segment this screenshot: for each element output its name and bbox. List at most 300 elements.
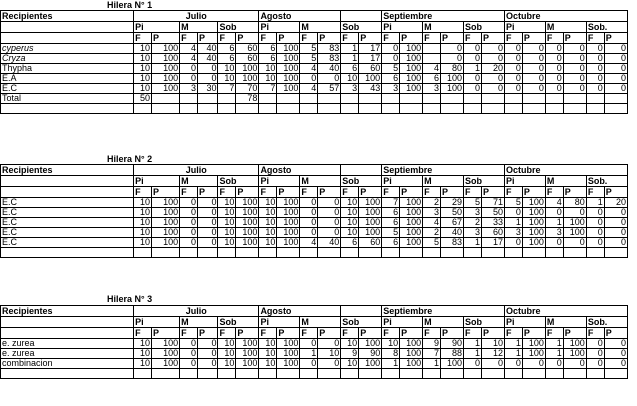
table-cell: 0: [318, 359, 341, 369]
table-cell: 0: [481, 44, 504, 54]
table-cell: 100: [522, 349, 545, 359]
header-row-months: [1, 306, 628, 317]
table-cell: 3: [464, 208, 482, 218]
table-cell: 10: [134, 198, 152, 208]
table-cell: 0: [504, 208, 522, 218]
table-cell: 70: [236, 84, 259, 94]
table-cell: 100: [522, 198, 545, 208]
fp-header: F: [259, 187, 277, 198]
table-cell: 10: [218, 339, 236, 349]
blank-cell: [180, 369, 198, 379]
table-cell: 0: [604, 359, 627, 369]
blank-cell: [359, 104, 382, 114]
table-cell: 10: [134, 84, 152, 94]
table-cell: 10: [218, 238, 236, 248]
table-cell: 0: [563, 54, 586, 64]
table-cell: 0: [604, 84, 627, 94]
blank-cell: [1, 328, 134, 339]
blank-cell: [318, 248, 341, 258]
fp-header: F: [464, 187, 482, 198]
table-cell: 0: [586, 208, 604, 218]
table-cell: 100: [522, 238, 545, 248]
table-cell: 3: [382, 84, 400, 94]
month-header: Septiembre: [382, 11, 505, 22]
table-cell: 0: [318, 74, 341, 84]
fp-header: P: [277, 328, 300, 339]
table-cell: 100: [277, 54, 300, 64]
table-cell: 3: [504, 228, 522, 238]
table-cell: 1: [423, 359, 441, 369]
group-header: M: [545, 317, 586, 328]
table-cell: 1: [504, 339, 522, 349]
table-cell: 0: [180, 359, 198, 369]
table-cell: 100: [277, 339, 300, 349]
table-cell: 100: [563, 228, 586, 238]
table-cell: 0: [604, 228, 627, 238]
table-cell: 5: [504, 198, 522, 208]
blank-cell: [522, 104, 545, 114]
table-cell: 3: [423, 208, 441, 218]
table-cell: 0: [318, 208, 341, 218]
blank-cell: [400, 369, 423, 379]
table-cell: 10: [218, 198, 236, 208]
blank-cell: [604, 104, 627, 114]
group-header: Sob: [341, 176, 382, 187]
group-header: Sob: [341, 22, 382, 33]
table-cell: 1: [464, 64, 482, 74]
table-cell: 100: [151, 74, 179, 84]
blank-cell: [198, 369, 218, 379]
table-cell: 100: [236, 208, 259, 218]
fp-header: F: [382, 187, 400, 198]
group-header: Pi: [382, 22, 423, 33]
data-table: [0, 305, 628, 379]
group-header: M: [300, 22, 341, 33]
blank-row: [1, 369, 628, 379]
table-cell: 0: [522, 64, 545, 74]
table-cell: 4: [300, 238, 318, 248]
table-cell: 40: [318, 64, 341, 74]
table-cell: 0: [180, 208, 198, 218]
blank-row: [1, 104, 628, 114]
row-label: Thypha: [1, 64, 134, 74]
blank-cell: [236, 369, 259, 379]
table-cell: 0: [522, 54, 545, 64]
table-cell: 40: [318, 238, 341, 248]
blank-cell: [134, 369, 152, 379]
fp-header: F: [341, 328, 359, 339]
table-cell: 10: [134, 44, 152, 54]
group-header: Pi: [134, 176, 180, 187]
blank-cell: [522, 369, 545, 379]
section-title: Hilera N° 2: [107, 154, 153, 164]
table-cell: 0: [300, 208, 318, 218]
fp-header: F: [300, 187, 318, 198]
table-cell: 50: [481, 208, 504, 218]
table-cell: 12: [481, 349, 504, 359]
table-cell: 10: [259, 218, 277, 228]
table-cell: 0: [545, 54, 563, 64]
blank-cell: [359, 248, 382, 258]
table-cell: 6: [341, 64, 359, 74]
fp-header: P: [198, 328, 218, 339]
table-cell: 3: [180, 84, 198, 94]
table-cell: 100: [441, 359, 464, 369]
table-cell: 40: [198, 54, 218, 64]
table-cell: 50: [134, 94, 152, 104]
table-cell: [318, 94, 341, 104]
table-cell: 90: [441, 339, 464, 349]
table-cell: 10: [259, 349, 277, 359]
fp-header: P: [236, 187, 259, 198]
table-cell: 100: [400, 238, 423, 248]
table-cell: 4: [300, 64, 318, 74]
table-cell: 3: [464, 228, 482, 238]
group-header: Sob: [464, 317, 505, 328]
table-cell: 90: [359, 349, 382, 359]
blank-cell: [1, 176, 134, 187]
header-row-groups: [1, 317, 628, 328]
blank-cell: [318, 104, 341, 114]
table-cell: 0: [180, 74, 198, 84]
month-header: [341, 165, 382, 176]
table-row: [1, 359, 628, 369]
table-cell: [300, 94, 318, 104]
table-cell: 78: [236, 94, 259, 104]
table-cell: 5: [423, 238, 441, 248]
month-header: Agosto: [259, 165, 341, 176]
blank-cell: [563, 248, 586, 258]
table-cell: 0: [586, 84, 604, 94]
table-cell: 0: [522, 44, 545, 54]
table-cell: 0: [464, 359, 482, 369]
table-cell: 100: [277, 64, 300, 74]
fp-header: F: [134, 187, 152, 198]
row-label: Cryza: [1, 54, 134, 64]
table-cell: 10: [134, 359, 152, 369]
month-header: [341, 306, 382, 317]
table-cell: 0: [464, 44, 482, 54]
table-cell: 0: [586, 238, 604, 248]
table-cell: 0: [604, 208, 627, 218]
blank-cell: [198, 248, 218, 258]
table-cell: 1: [545, 349, 563, 359]
month-header: Julio: [134, 306, 259, 317]
table-cell: 4: [545, 198, 563, 208]
table-cell: 0: [318, 218, 341, 228]
hilera-table-block: [0, 164, 628, 258]
table-cell: 100: [151, 64, 179, 74]
fp-header: P: [198, 187, 218, 198]
table-cell: 0: [604, 238, 627, 248]
table-cell: 0: [198, 198, 218, 208]
table-row: [1, 198, 628, 208]
table-cell: [400, 94, 423, 104]
table-cell: 0: [504, 359, 522, 369]
blank-cell: [236, 248, 259, 258]
table-cell: 0: [300, 218, 318, 228]
table-cell: 0: [464, 84, 482, 94]
table-cell: 7: [423, 349, 441, 359]
blank-cell: [151, 248, 179, 258]
table-cell: 100: [277, 359, 300, 369]
table-cell: 7: [382, 198, 400, 208]
table-cell: 100: [359, 208, 382, 218]
fp-header: F: [586, 33, 604, 44]
table-cell: [441, 94, 464, 104]
table-cell: 0: [198, 64, 218, 74]
recipientes-header: Recipientes: [1, 165, 134, 176]
blank-cell: [1, 317, 134, 328]
table-cell: 0: [318, 339, 341, 349]
table-cell: 10: [134, 64, 152, 74]
table-cell: 0: [604, 64, 627, 74]
fp-header: P: [236, 33, 259, 44]
blank-cell: [318, 369, 341, 379]
header-row-groups: [1, 176, 628, 187]
table-cell: 10: [341, 198, 359, 208]
blank-cell: [341, 104, 359, 114]
group-header: Pi: [259, 22, 300, 33]
table-cell: 0: [604, 339, 627, 349]
blank-cell: [464, 104, 482, 114]
table-cell: 83: [441, 238, 464, 248]
fp-header: F: [504, 33, 522, 44]
fp-header: F: [218, 33, 236, 44]
group-header: M: [423, 176, 464, 187]
table-cell: 0: [545, 208, 563, 218]
fp-header: F: [341, 187, 359, 198]
table-cell: 100: [359, 359, 382, 369]
blank-cell: [423, 248, 441, 258]
table-cell: 0: [198, 349, 218, 359]
table-cell: 5: [382, 64, 400, 74]
table-cell: 100: [400, 74, 423, 84]
table-cell: 6: [423, 74, 441, 84]
recipientes-header: Recipientes: [1, 306, 134, 317]
table-cell: 0: [586, 339, 604, 349]
table-cell: 0: [441, 44, 464, 54]
fp-header: F: [545, 187, 563, 198]
row-label: e. zurea: [1, 349, 134, 359]
table-cell: 100: [359, 228, 382, 238]
group-header: Pi: [259, 176, 300, 187]
row-label: e. zurea: [1, 339, 134, 349]
table-cell: 100: [277, 198, 300, 208]
table-cell: 4: [180, 54, 198, 64]
group-header: Pi: [504, 176, 545, 187]
table-cell: 100: [522, 339, 545, 349]
fp-header: P: [563, 187, 586, 198]
table-cell: 100: [151, 349, 179, 359]
table-cell: [341, 94, 359, 104]
blank-cell: [134, 248, 152, 258]
row-label: E.C: [1, 208, 134, 218]
table-cell: 10: [259, 339, 277, 349]
table-cell: 4: [423, 218, 441, 228]
group-header: Pi: [504, 22, 545, 33]
table-cell: 0: [318, 198, 341, 208]
blank-cell: [180, 248, 198, 258]
table-row: [1, 218, 628, 228]
fp-header: P: [481, 187, 504, 198]
table-cell: 3: [341, 84, 359, 94]
blank-cell: [382, 369, 400, 379]
table-cell: 100: [359, 218, 382, 228]
table-cell: 0: [586, 64, 604, 74]
fp-header: F: [134, 33, 152, 44]
table-cell: 0: [604, 74, 627, 84]
group-header: Sob.: [586, 317, 627, 328]
blank-cell: [300, 369, 318, 379]
table-cell: 100: [400, 208, 423, 218]
table-cell: 0: [481, 359, 504, 369]
hilera-table-block: [0, 305, 628, 379]
table-cell: 0: [522, 84, 545, 94]
fp-header: P: [318, 328, 341, 339]
table-cell: 0: [563, 359, 586, 369]
table-cell: 10: [481, 339, 504, 349]
table-cell: 57: [318, 84, 341, 94]
table-cell: 100: [277, 238, 300, 248]
table-cell: 10: [134, 228, 152, 238]
table-cell: 100: [277, 84, 300, 94]
table-cell: 0: [198, 228, 218, 238]
fp-header: F: [464, 328, 482, 339]
data-table: [0, 164, 628, 258]
table-cell: 10: [382, 339, 400, 349]
table-cell: 0: [586, 349, 604, 359]
fp-header: P: [522, 187, 545, 198]
table-cell: 0: [180, 238, 198, 248]
blank-cell: [359, 369, 382, 379]
table-cell: 0: [300, 359, 318, 369]
table-cell: 0: [464, 74, 482, 84]
table-cell: 0: [198, 238, 218, 248]
group-header: Pi: [382, 176, 423, 187]
fp-header: P: [563, 328, 586, 339]
fp-header: P: [522, 328, 545, 339]
blank-cell: [504, 369, 522, 379]
blank-cell: [504, 104, 522, 114]
fp-header: F: [545, 33, 563, 44]
table-cell: 10: [218, 349, 236, 359]
fp-header: F: [259, 33, 277, 44]
table-cell: [259, 94, 277, 104]
table-cell: 0: [382, 44, 400, 54]
group-header: M: [300, 176, 341, 187]
fp-header: P: [604, 33, 627, 44]
group-header: Pi: [134, 317, 180, 328]
table-cell: [359, 94, 382, 104]
table-cell: 40: [198, 44, 218, 54]
table-cell: 0: [300, 198, 318, 208]
month-header: Septiembre: [382, 165, 505, 176]
table-cell: 10: [259, 238, 277, 248]
table-cell: 100: [151, 84, 179, 94]
row-label: E.C: [1, 228, 134, 238]
table-cell: 60: [236, 54, 259, 64]
blank-cell: [382, 104, 400, 114]
table-cell: 88: [441, 349, 464, 359]
table-cell: 0: [604, 218, 627, 228]
table-cell: 9: [423, 339, 441, 349]
table-cell: 4: [180, 44, 198, 54]
table-cell: 10: [259, 228, 277, 238]
blank-cell: [382, 248, 400, 258]
table-cell: 100: [236, 349, 259, 359]
group-header: Sob.: [586, 22, 627, 33]
fp-header: F: [180, 187, 198, 198]
blank-cell: [218, 369, 236, 379]
fp-header: F: [382, 328, 400, 339]
blank-cell: [481, 248, 504, 258]
table-cell: 10: [218, 64, 236, 74]
blank-cell: [423, 369, 441, 379]
table-cell: 100: [151, 228, 179, 238]
blank-cell: [481, 369, 504, 379]
fp-header: F: [259, 328, 277, 339]
table-cell: 100: [400, 228, 423, 238]
table-cell: [504, 94, 522, 104]
table-cell: 6: [259, 54, 277, 64]
table-cell: 100: [151, 54, 179, 64]
header-row-fp: [1, 328, 628, 339]
blank-cell: [1, 104, 134, 114]
table-cell: 17: [481, 238, 504, 248]
month-header: Octubre: [504, 306, 627, 317]
group-header: M: [180, 317, 218, 328]
blank-cell: [604, 248, 627, 258]
table-cell: [423, 54, 441, 64]
fp-header: P: [441, 328, 464, 339]
table-cell: 0: [586, 218, 604, 228]
header-row-months: [1, 11, 628, 22]
table-cell: 1: [586, 198, 604, 208]
fp-header: P: [400, 33, 423, 44]
table-cell: 0: [586, 74, 604, 84]
table-cell: 100: [151, 359, 179, 369]
blank-row: [1, 248, 628, 258]
table-cell: 6: [382, 218, 400, 228]
table-cell: [382, 94, 400, 104]
blank-cell: [300, 104, 318, 114]
blank-cell: [563, 104, 586, 114]
table-cell: 10: [134, 54, 152, 64]
table-cell: 17: [359, 44, 382, 54]
row-label: E.C: [1, 238, 134, 248]
table-cell: 71: [481, 198, 504, 208]
blank-cell: [604, 369, 627, 379]
table-cell: [545, 94, 563, 104]
blank-cell: [586, 369, 604, 379]
group-header: Sob: [218, 22, 259, 33]
blank-cell: [441, 248, 464, 258]
table-cell: 7: [218, 84, 236, 94]
table-cell: 6: [341, 238, 359, 248]
table-cell: 100: [236, 359, 259, 369]
table-cell: 100: [277, 44, 300, 54]
table-cell: 5: [300, 54, 318, 64]
table-row: [1, 238, 628, 248]
table-cell: 50: [441, 208, 464, 218]
table-cell: 100: [563, 349, 586, 359]
fp-header: F: [586, 328, 604, 339]
table-cell: 100: [151, 218, 179, 228]
table-cell: 60: [359, 238, 382, 248]
table-cell: 10: [218, 208, 236, 218]
blank-cell: [277, 248, 300, 258]
